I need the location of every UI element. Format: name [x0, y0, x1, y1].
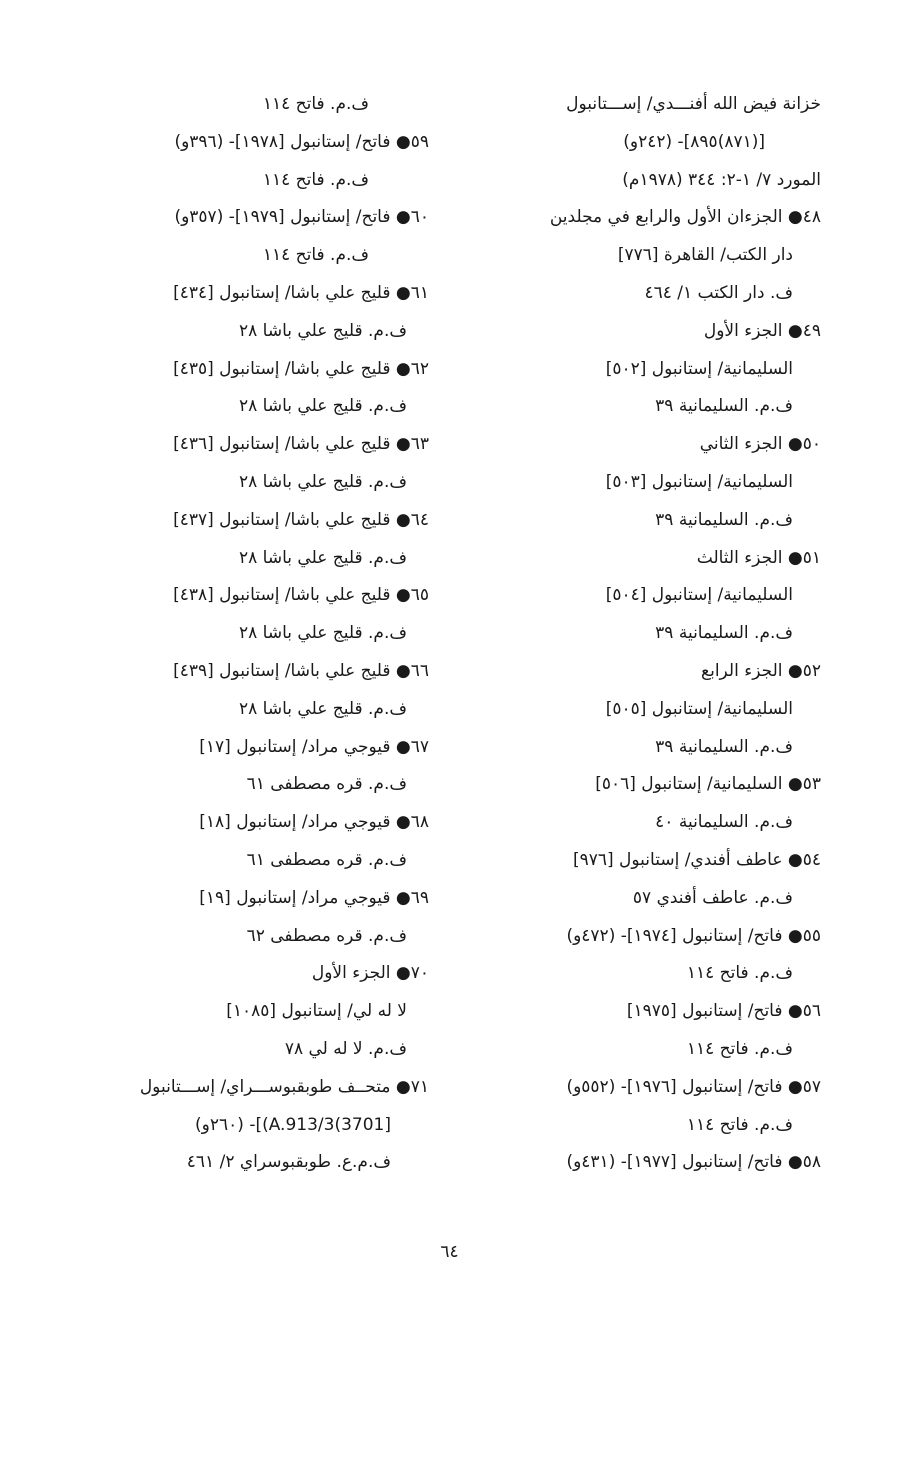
- right-column-line: ف.م. فاتح ١١٤: [686, 1038, 793, 1059]
- right-column-line: ٥٧● فاتح/ إستانبول [١٩٧٦]- (٥٥٢و): [566, 1076, 821, 1097]
- right-column-line: ٥٦● فاتح/ إستانبول [١٩٧٥]: [626, 1001, 821, 1022]
- right-column-line: ٥٥● فاتح/ إستانبول [١٩٧٤]- (٤٧٢و): [566, 925, 821, 946]
- right-column-line: ٤٨● الجزءان الأول والرابع في مجلدين: [549, 207, 821, 228]
- left-column-line: ٦٩● قيوجي مراد/ إستانبول [١٩]: [199, 887, 429, 908]
- left-column-line: ٦٥● قليج علي باشا/ إستانبول [٤٣٨]: [173, 585, 429, 606]
- right-column-line: ٥٤● عاطف أفندي/ إستانبول [٩٧٦]: [572, 849, 821, 870]
- right-column-line: [(٨٧١)٨٩٥]- (٢٤٢و): [623, 131, 765, 152]
- left-column-line: ٦٤● قليج علي باشا/ إستانبول [٤٣٧]: [173, 509, 429, 530]
- right-column-line: ف.م. فاتح ١١٤: [686, 963, 793, 984]
- left-column-line: ف.م. قليج علي باشا ٢٨: [239, 623, 407, 644]
- right-column-line: ٥٢● الجزء الرابع: [701, 660, 821, 681]
- left-column-line: ف.م. قره مصطفى ٦١: [246, 849, 407, 870]
- left-column-line: ف.م. لا له لي ٧٨: [284, 1038, 407, 1059]
- left-column-line: ف.م. قره مصطفى ٦١: [246, 774, 407, 795]
- right-column-line: ٥٣● السليمانية/ إستانبول [٥٠٦]: [595, 774, 821, 795]
- right-column-line: ف.م. عاطف أفندي ٥٧: [632, 887, 793, 908]
- left-column-line: ٦٨● قيوجي مراد/ إستانبول [١٨]: [199, 812, 429, 833]
- left-column-line: ٦١● قليج علي باشا/ إستانبول [٤٣٤]: [173, 282, 429, 303]
- right-column-line: ٥٠● الجزء الثاني: [699, 434, 821, 455]
- right-column: [461, 86, 821, 1182]
- left-column-line: ف.م. قره مصطفى ٦٢: [246, 925, 407, 946]
- right-column-line: خزانة فيض الله أفنـــدي/ إســـتانبول: [566, 94, 821, 114]
- left-column-line: ف.م. قليج علي باشا ٢٨: [239, 698, 407, 719]
- left-column-line: ٧١● متحــف طوبقبوســـراي/ إســـتانبول: [139, 1076, 429, 1097]
- left-column-line: ف.م. فاتح ١١٤: [262, 245, 369, 266]
- left-column-line: لا له لي/ إستانبول [١٠٨٥]: [226, 1001, 407, 1022]
- right-column-line: ف. دار الكتب ١/ ٤٦٤: [644, 282, 793, 303]
- left-column-line: ٦٧● قيوجي مراد/ إستانبول [١٧]: [199, 736, 429, 757]
- left-column-line: ف.م. قليج علي باشا ٢٨: [239, 471, 407, 492]
- right-column-line: ف.م. السليمانية ٤٠: [655, 812, 793, 833]
- page-number: ٦٤: [440, 1242, 459, 1262]
- left-column-line: ف.م. قليج علي باشا ٢٨: [239, 320, 407, 341]
- right-column-line: ف.م. السليمانية ٣٩: [655, 623, 793, 644]
- right-column-line: السليمانية/ إستانبول [٥٠٢]: [605, 358, 793, 379]
- left-column-line: ٥٩● فاتح/ إستانبول [١٩٧٨]- (٣٩٦و): [174, 131, 429, 152]
- right-column-line: ف.م. السليمانية ٣٩: [655, 396, 793, 417]
- right-column-line: ف.م. السليمانية ٣٩: [655, 509, 793, 530]
- left-column-line: ٦٢● قليج علي باشا/ إستانبول [٤٣٥]: [173, 358, 429, 379]
- left-column-line: ف.م.ع. طوبقبوسراي ٢/ ٤٦١: [186, 1152, 391, 1173]
- right-column-line: السليمانية/ إستانبول [٥٠٣]: [605, 471, 793, 492]
- left-column-line: ٦٦● قليج علي باشا/ إستانبول [٤٣٩]: [173, 660, 429, 681]
- left-column-line: ف.م. فاتح ١١٤: [262, 94, 369, 114]
- right-column-line: المورد ٧/ ١-٢: ٣٤٤ (١٩٧٨م): [622, 169, 821, 190]
- left-column-line: ف.م. قليج علي باشا ٢٨: [239, 547, 407, 568]
- right-column-line: ٥٨● فاتح/ إستانبول [١٩٧٧]- (٤٣١و): [566, 1152, 821, 1173]
- left-column-line: ٧٠● الجزء الأول: [311, 963, 429, 984]
- left-column: [59, 86, 429, 1182]
- left-column-line: ف.م. فاتح ١١٤: [262, 169, 369, 190]
- left-column-line: [3701)A.913/3)]- (٢٦٠و): [195, 1114, 391, 1135]
- left-column-line: ٦٠● فاتح/ إستانبول [١٩٧٩]- (٣٥٧و): [174, 207, 429, 228]
- right-column-line: السليمانية/ إستانبول [٥٠٥]: [605, 698, 793, 719]
- right-column-line: السليمانية/ إستانبول [٥٠٤]: [605, 585, 793, 606]
- left-column-line: ف.م. قليج علي باشا ٢٨: [239, 396, 407, 417]
- right-column-line: ٥١● الجزء الثالث: [696, 547, 821, 568]
- right-column-line: دار الكتب/ القاهرة [٧٧٦]: [617, 245, 793, 266]
- left-column-line: ٦٣● قليج علي باشا/ إستانبول [٤٣٦]: [173, 434, 429, 455]
- right-column-line: ف.م. فاتح ١١٤: [686, 1114, 793, 1135]
- right-column-line: ٤٩● الجزء الأول: [703, 320, 821, 341]
- right-column-line: ف.م. السليمانية ٣٩: [655, 736, 793, 757]
